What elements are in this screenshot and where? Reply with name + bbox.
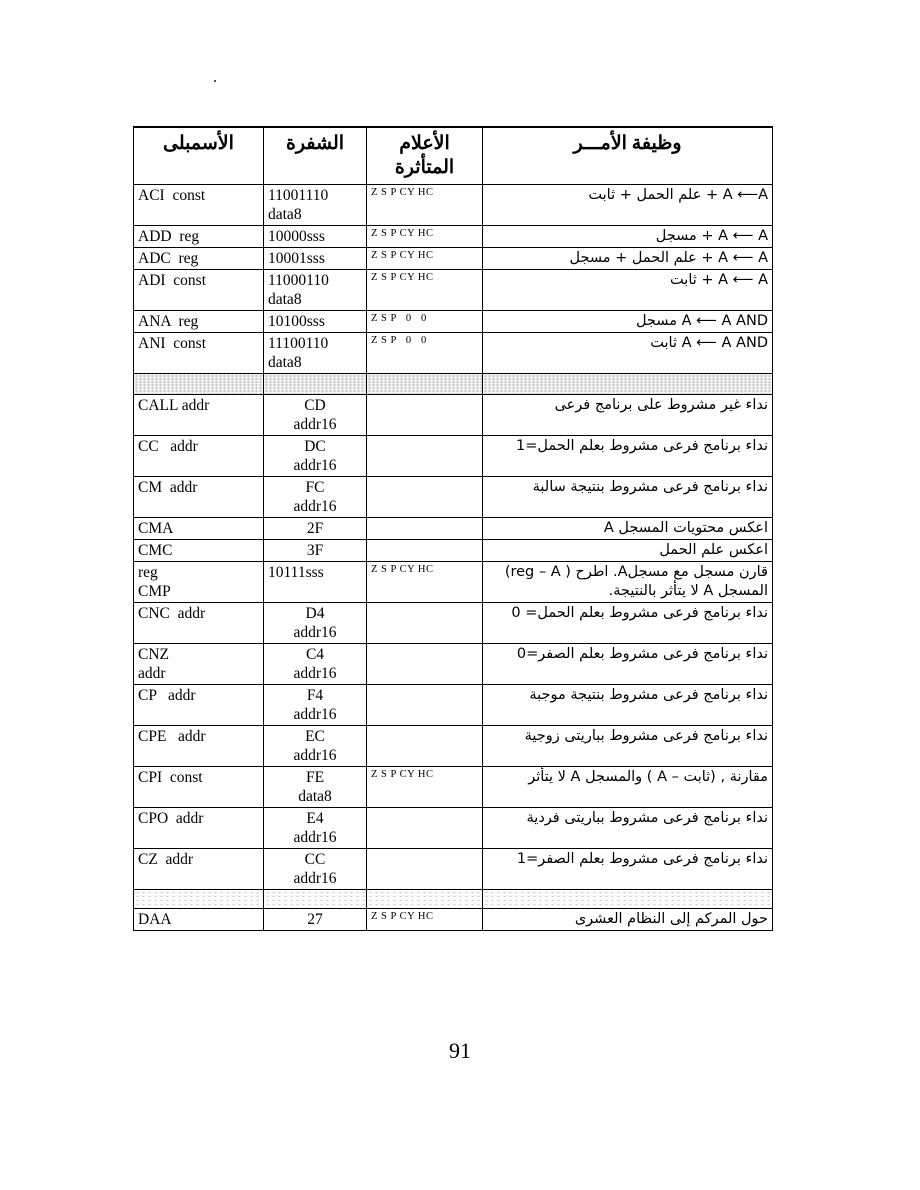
table-row	[134, 562, 773, 603]
cell-flags	[367, 726, 483, 767]
cell-function: قارن مسجل مع مسجلA. اطرح ( reg – A) المسجل A لا يتأثر بالنتيجة.	[483, 562, 773, 603]
cell-flags	[367, 477, 483, 518]
noise-cell	[367, 374, 483, 395]
cell-assembly: ANA reg	[134, 311, 264, 333]
cell-assembly: CZ addr	[134, 849, 264, 890]
cell-assembly: ACI const	[134, 185, 264, 226]
cell-code: C4 addr16	[264, 644, 367, 685]
cell-flags: Z S P 0 0	[367, 311, 483, 333]
noise-cell	[264, 890, 367, 909]
cell-flags: Z S P CY HC	[367, 270, 483, 311]
cell-assembly: CM addr	[134, 477, 264, 518]
cell-assembly: ADD reg	[134, 226, 264, 248]
cell-code: FE data8	[264, 767, 367, 808]
table-row	[134, 685, 773, 726]
table-body	[134, 185, 773, 931]
cell-assembly: ANI const	[134, 333, 264, 374]
cell-code: E4 addr16	[264, 808, 367, 849]
cell-assembly: CNC addr	[134, 603, 264, 644]
cell-flags: Z S P CY HC	[367, 185, 483, 226]
cell-flags	[367, 518, 483, 540]
table-row	[134, 477, 773, 518]
table-row	[134, 849, 773, 890]
cell-function: مقارنة , (ثابت – A ) والمسجل A لا يتأثر	[483, 767, 773, 808]
cell-flags	[367, 540, 483, 562]
cell-code: 11100110 data8	[264, 333, 367, 374]
cell-function: حول المركم إلى النظام العشرى	[483, 909, 773, 931]
cell-code: EC addr16	[264, 726, 367, 767]
noise-cell	[367, 890, 483, 909]
page-number: 91	[449, 1038, 471, 1063]
scan-noise-row	[134, 374, 773, 395]
header-code: الشفرة	[264, 127, 367, 185]
cell-code: DC addr16	[264, 436, 367, 477]
cell-flags	[367, 603, 483, 644]
cell-function: نداء برنامج فرعى مشروط بعلم الحمل=1	[483, 436, 773, 477]
table-row	[134, 726, 773, 767]
cell-function: نداء برنامج فرعى مشروط بباريتى زوجية	[483, 726, 773, 767]
cell-function: نداء برنامج فرعى مشروط بعلم الصفر=1	[483, 849, 773, 890]
cell-flags	[367, 644, 483, 685]
cell-function: A ⟵ A + مسجل	[483, 226, 773, 248]
cell-flags	[367, 436, 483, 477]
instruction-table	[133, 126, 773, 931]
cell-assembly: CALL addr	[134, 395, 264, 436]
header-function: وظيفة الأمـــر	[483, 127, 773, 185]
cell-function: نداء برنامج فرعى مشروط بعلم الصفر=0	[483, 644, 773, 685]
cell-assembly: CPO addr	[134, 808, 264, 849]
table-row	[134, 248, 773, 270]
cell-assembly: CPE addr	[134, 726, 264, 767]
noise-cell	[483, 374, 773, 395]
cell-flags	[367, 808, 483, 849]
cell-function: نداء برنامج فرعى مشروط بنتيجة سالبة	[483, 477, 773, 518]
cell-function: A ⟵A + علم الحمل + ثابت	[483, 185, 773, 226]
cell-function: اعكس محتويات المسجل A	[483, 518, 773, 540]
cell-code: D4 addr16	[264, 603, 367, 644]
table-row	[134, 226, 773, 248]
header-row	[134, 127, 773, 185]
cell-flags	[367, 849, 483, 890]
cell-code: 11000110 data8	[264, 270, 367, 311]
noise-cell	[483, 890, 773, 909]
table-row	[134, 644, 773, 685]
stray-dot	[214, 80, 216, 82]
cell-flags: Z S P 0 0	[367, 333, 483, 374]
cell-assembly: CPI const	[134, 767, 264, 808]
cell-code: 2F	[264, 518, 367, 540]
cell-assembly: DAA	[134, 909, 264, 931]
noise-cell	[134, 374, 264, 395]
cell-code: 10001sss	[264, 248, 367, 270]
table-row	[134, 185, 773, 226]
cell-function: A ⟵ A + علم الحمل + مسجل	[483, 248, 773, 270]
cell-function: نداء برنامج فرعى مشروط بباريتى فردية	[483, 808, 773, 849]
cell-code: CC addr16	[264, 849, 367, 890]
cell-function: A ⟵ A AND مسجل	[483, 311, 773, 333]
cell-function: نداء برنامج فرعى مشروط بعلم الحمل= 0	[483, 603, 773, 644]
table-row	[134, 311, 773, 333]
cell-flags: Z S P CY HC	[367, 909, 483, 931]
cell-flags: Z S P CY HC	[367, 226, 483, 248]
cell-function: A ⟵ A AND ثابت	[483, 333, 773, 374]
cell-code: CD addr16	[264, 395, 367, 436]
cell-assembly: reg CMP	[134, 562, 264, 603]
scan-noise-row	[134, 890, 773, 909]
cell-function: اعكس علم الحمل	[483, 540, 773, 562]
table-row	[134, 808, 773, 849]
table-row	[134, 395, 773, 436]
table-row	[134, 540, 773, 562]
cell-assembly: ADI const	[134, 270, 264, 311]
cell-assembly: CMA	[134, 518, 264, 540]
cell-function: A ⟵ A + ثابت	[483, 270, 773, 311]
cell-code: 10100sss	[264, 311, 367, 333]
cell-flags	[367, 395, 483, 436]
cell-flags: Z S P CY HC	[367, 767, 483, 808]
table-row	[134, 518, 773, 540]
table-row	[134, 603, 773, 644]
cell-flags: Z S P CY HC	[367, 562, 483, 603]
cell-assembly: CNZ addr	[134, 644, 264, 685]
cell-code: F4 addr16	[264, 685, 367, 726]
table-row	[134, 767, 773, 808]
cell-function: نداء غير مشروط على برنامج فرعى	[483, 395, 773, 436]
cell-flags	[367, 685, 483, 726]
table-row	[134, 270, 773, 311]
noise-cell	[134, 890, 264, 909]
cell-code: 3F	[264, 540, 367, 562]
cell-code: 11001110 data8	[264, 185, 367, 226]
noise-cell	[264, 374, 367, 395]
cell-code: FC addr16	[264, 477, 367, 518]
cell-assembly: ADC reg	[134, 248, 264, 270]
cell-flags: Z S P CY HC	[367, 248, 483, 270]
cell-code: 27	[264, 909, 367, 931]
cell-assembly: CP addr	[134, 685, 264, 726]
cell-function: نداء برنامج فرعى مشروط بنتيجة موجبة	[483, 685, 773, 726]
table-row	[134, 909, 773, 931]
table-row	[134, 333, 773, 374]
cell-code: 10000sss	[264, 226, 367, 248]
cell-assembly: CC addr	[134, 436, 264, 477]
cell-assembly: CMC	[134, 540, 264, 562]
table-row	[134, 436, 773, 477]
header-flags: الأعلام المتأثرة	[367, 127, 483, 185]
header-assembly: الأسمبلى	[134, 127, 264, 185]
cell-code: 10111sss	[264, 562, 367, 603]
